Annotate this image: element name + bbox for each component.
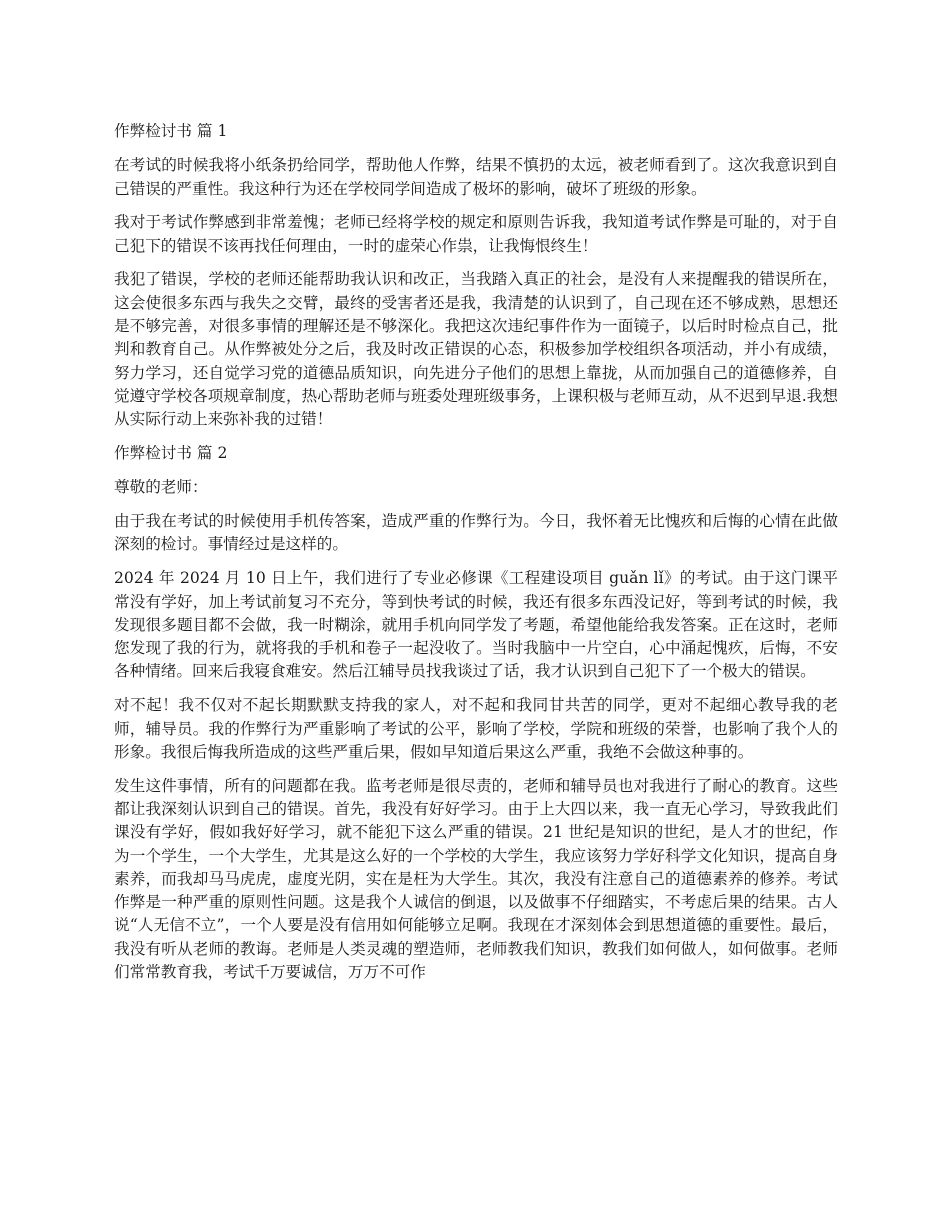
section-heading-1: 作弊检讨书 篇 1 xyxy=(114,122,228,140)
paragraph: 我对于考试作弊感到非常羞愧；老师已经将学校的规定和原则告诉我，我知道考试作弊是可耻的，对于自己犯下的错误不该再找任何理由，一时的虚荣心作祟，让我悔恨终生！ xyxy=(114,213,838,255)
salutation: 尊敬的老师： xyxy=(114,478,208,497)
paragraph: 发生这件事情，所有的问题都在我。监考老师是很尽责的，老师和辅导员也对我进行了耐心的教育。这些都让我深刻认识到自己的错误。首先，我没有好好学习。由于上大四以来，我一直无心学习，导致我此们课没有学好，假如我好好学习，就不能犯下这么严重的错误。21 世纪是知识的世纪，是人才的世纪，作为一个学生，一个大学生，尤其是这么好的一个学校的大学生，我应该努力学好科学文化知识，提高自身素养，而我却马马虎虎，虚度光阴，实在是枉为大学生。其次，我没有注意自己的道德素养的修养。考试作弊是一种严重的原则性问题。这是我个人诚信的倒退，以及做事不仔细踏实，不考虑后果的结果。古人说“人无信不立”，一个人要是没有信用如何能够立足啊。我现在才深刻体会到思想道德的重要性。最后，我没有听从老师的教诲。老师是人类灵魂的塑造师，老师教我们知识，教我们如何做人，如何做事。老师们常常教育我，考试千万要诚信，万万不可作 xyxy=(114,776,838,981)
paragraph: 对不起！我不仅对不起长期默默支持我的家人，对不起和我同甘共苦的同学，更对不起细心教导我的老师，辅导员。我的作弊行为严重影响了考试的公平，影响了学校，学院和班级的荣誉，也影响了我个人的形象。我很后悔我所造成的这些严重后果，假如早知道后果这么严重，我绝不会做这种事的。 xyxy=(114,696,838,761)
section-heading-2: 作弊检讨书 篇 2 xyxy=(114,444,228,463)
document-body xyxy=(114,120,838,995)
paragraph: 由于我在考试的时候使用手机传答案，造成严重的作弊行为。今日，我怀着无比愧疚和后悔的心情在此做深刻的检讨。事情经过是这样的。 xyxy=(114,512,838,554)
paragraph: 我犯了错误，学校的老师还能帮助我认识和改正，当我踏入真正的社会，是没有人来提醒我的错误所在，这会使很多东西与我失之交臂，最终的受害者还是我，我清楚的认识到了，自己现在还不够成熟，思想还是不够完善，对很多事情的理解还是不够深化。我把这次违纪事件作为一面镜子，以后时时检点自己，批判和教育自己。从作弊被处分之后，我及时改正错误的心态，积极参加学校组织各项活动，并小有成绩，努力学习，还自觉学习党的道德品质知识，向先进分子他们的思想上靠拢，从而加强自己的道德修养，自觉遵守学校各项规章制度，热心帮助老师与班委处理班级事务，上课积极与老师互动，从不迟到早退.我想从实际行动上来弥补我的过错！ xyxy=(114,270,838,429)
paragraph: 在考试的时候我将小纸条扔给同学，帮助他人作弊，结果不慎扔的太远，被老师看到了。这次我意识到自己错误的严重性。我这种行为还在学校同学间造成了极坏的影响，破坏了班级的形象。 xyxy=(114,156,838,198)
paragraph: 2024 年 2024 月 10 日上午，我们进行了专业必修课《工程建设项目 guǎn lǐ》的考试。由于这门课平常没有学好，加上考试前复习不充分，等到快考试的时候，我还有很多东西没记好，等到考试的时候，我发现很多题目都不会做，我一时糊涂，就用手机向同学发了考题，希望他能给我发答案。正在这时，老师您发现了我的行为，就将我的手机和卷子一起没收了。当时我脑中一片空白，心中涌起愧疚，后悔，不安各种情绪。回来后我寝食难安。然后江辅导员找我谈过了话，我才认识到自己犯下了一个极大的错误。 xyxy=(114,569,838,681)
